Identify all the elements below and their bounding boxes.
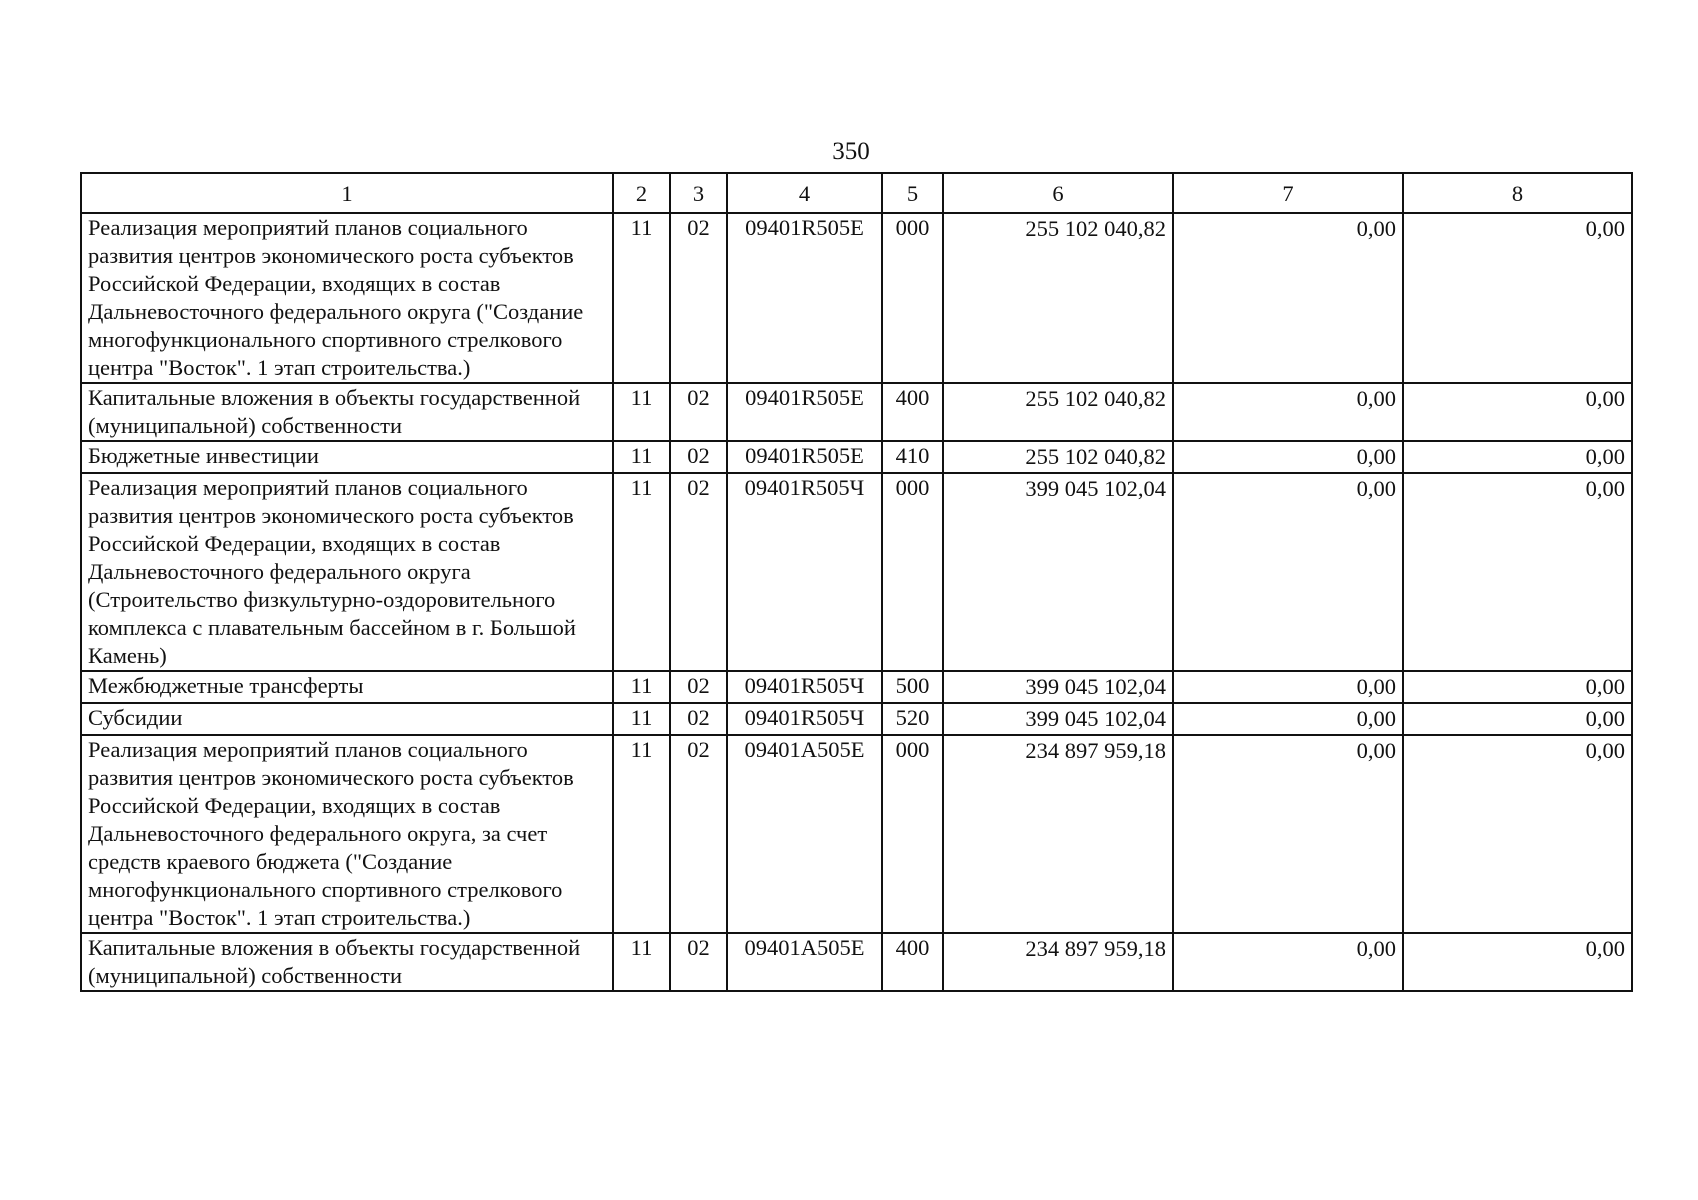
table-row <box>81 473 1632 671</box>
amount-col6-cell: 255 102 040,82 <box>943 383 1173 441</box>
expense-type-cell: 500 <box>882 671 943 703</box>
subsection-code-cell: 02 <box>670 735 727 933</box>
section-code-cell: 11 <box>613 671 670 703</box>
item-name-cell: Межбюджетные трансферты <box>81 671 613 703</box>
expense-type-cell: 520 <box>882 703 943 735</box>
page-number: 350 <box>832 138 870 165</box>
item-name-cell: Реализация мероприятий планов социального развития центров экономического роста субъектов Российской Федерации, входящих в состав Дальневосточного федерального округа (Строительство физкультурно-оздоровительного комплекса с плавательным бассейном в г. Большой Камень) <box>81 473 613 671</box>
amount-col6-cell: 399 045 102,04 <box>943 473 1173 671</box>
table-row <box>81 383 1632 441</box>
column-header: 4 <box>727 173 882 213</box>
section-code-cell: 11 <box>613 735 670 933</box>
amount-col8-cell: 0,00 <box>1403 473 1632 671</box>
section-code-cell: 11 <box>613 441 670 473</box>
table-row <box>81 735 1632 933</box>
table-row <box>81 703 1632 735</box>
section-code-cell: 11 <box>613 703 670 735</box>
target-article-cell: 09401A505E <box>727 735 882 933</box>
header-row <box>81 173 1632 213</box>
item-name-cell: Реализация мероприятий планов социального развития центров экономического роста субъектов Российской Федерации, входящих в состав Дальневосточного федерального округа ("Создание многофункционального спортивного стрелкового центра "Восток". 1 этап строительства.) <box>81 213 613 383</box>
subsection-code-cell: 02 <box>670 213 727 383</box>
column-header: 6 <box>943 173 1173 213</box>
item-name-cell: Субсидии <box>81 703 613 735</box>
item-name-cell: Капитальные вложения в объекты государственной (муниципальной) собственности <box>81 933 613 991</box>
amount-col6-cell: 234 897 959,18 <box>943 735 1173 933</box>
target-article-cell: 09401A505E <box>727 933 882 991</box>
amount-col8-cell: 0,00 <box>1403 671 1632 703</box>
target-article-cell: 09401R505E <box>727 213 882 383</box>
budget-table <box>80 172 1633 992</box>
amount-col7-cell: 0,00 <box>1173 671 1403 703</box>
expense-type-cell: 410 <box>882 441 943 473</box>
section-code-cell: 11 <box>613 933 670 991</box>
amount-col7-cell: 0,00 <box>1173 473 1403 671</box>
subsection-code-cell: 02 <box>670 933 727 991</box>
table-row <box>81 671 1632 703</box>
amount-col6-cell: 234 897 959,18 <box>943 933 1173 991</box>
table-row <box>81 933 1632 991</box>
amount-col8-cell: 0,00 <box>1403 441 1632 473</box>
section-code-cell: 11 <box>613 473 670 671</box>
table-row <box>81 441 1632 473</box>
subsection-code-cell: 02 <box>670 441 727 473</box>
item-name-cell: Реализация мероприятий планов социального развития центров экономического роста субъектов Российской Федерации, входящих в состав Дальневосточного федерального округа, за счет средств краевого бюджета ("Создание многофункционального спортивного стрелкового центра "Восток". 1 этап строительства.) <box>81 735 613 933</box>
amount-col8-cell: 0,00 <box>1403 933 1632 991</box>
section-code-cell: 11 <box>613 383 670 441</box>
amount-col6-cell: 255 102 040,82 <box>943 441 1173 473</box>
section-code-cell: 11 <box>613 213 670 383</box>
expense-type-cell: 000 <box>882 735 943 933</box>
subsection-code-cell: 02 <box>670 383 727 441</box>
amount-col7-cell: 0,00 <box>1173 383 1403 441</box>
expense-type-cell: 400 <box>882 933 943 991</box>
amount-col7-cell: 0,00 <box>1173 735 1403 933</box>
item-name-cell: Бюджетные инвестиции <box>81 441 613 473</box>
amount-col6-cell: 399 045 102,04 <box>943 703 1173 735</box>
amount-col7-cell: 0,00 <box>1173 441 1403 473</box>
column-header: 1 <box>81 173 613 213</box>
expense-type-cell: 000 <box>882 213 943 383</box>
amount-col7-cell: 0,00 <box>1173 703 1403 735</box>
column-header: 5 <box>882 173 943 213</box>
target-article-cell: 09401R505Ч <box>727 671 882 703</box>
amount-col8-cell: 0,00 <box>1403 735 1632 933</box>
amount-col7-cell: 0,00 <box>1173 933 1403 991</box>
amount-col8-cell: 0,00 <box>1403 703 1632 735</box>
table-row <box>81 213 1632 383</box>
subsection-code-cell: 02 <box>670 671 727 703</box>
amount-col7-cell: 0,00 <box>1173 213 1403 383</box>
expense-type-cell: 000 <box>882 473 943 671</box>
expense-type-cell: 400 <box>882 383 943 441</box>
column-header: 8 <box>1403 173 1632 213</box>
item-name-cell: Капитальные вложения в объекты государственной (муниципальной) собственности <box>81 383 613 441</box>
amount-col6-cell: 255 102 040,82 <box>943 213 1173 383</box>
target-article-cell: 09401R505E <box>727 441 882 473</box>
subsection-code-cell: 02 <box>670 703 727 735</box>
amount-col8-cell: 0,00 <box>1403 383 1632 441</box>
column-header: 7 <box>1173 173 1403 213</box>
target-article-cell: 09401R505Ч <box>727 473 882 671</box>
target-article-cell: 09401R505E <box>727 383 882 441</box>
column-header: 2 <box>613 173 670 213</box>
amount-col6-cell: 399 045 102,04 <box>943 671 1173 703</box>
subsection-code-cell: 02 <box>670 473 727 671</box>
amount-col8-cell: 0,00 <box>1403 213 1632 383</box>
target-article-cell: 09401R505Ч <box>727 703 882 735</box>
column-header: 3 <box>670 173 727 213</box>
